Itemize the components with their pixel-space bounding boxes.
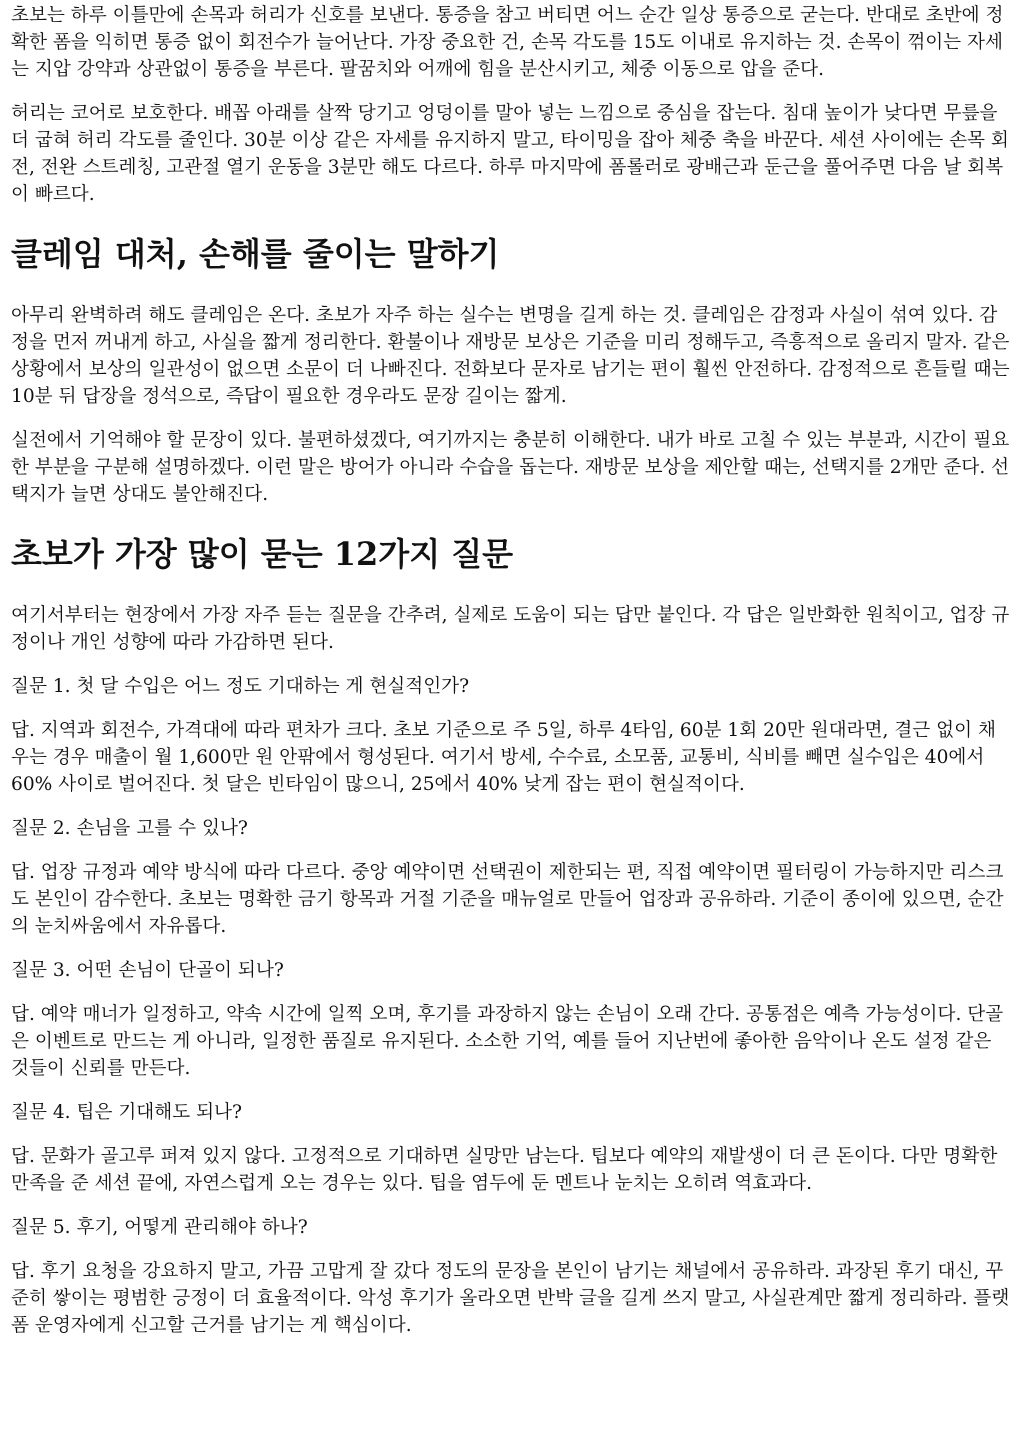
intro-paragraph-2: 허리는 코어로 보호한다. 배꼽 아래를 살짝 당기고 엉덩이를 말아 넣는 느낌으로 중심을 잡는다. 침대 높이가 낮다면 무릎을 더 굽혀 허리 각도를 줄인다. 30분 이상 같은 자세를 유지하지 말고, 타이밍을 잡아 체중 축을 바꾼다. 세션 사이에는 손목 회전, 전완 스트레칭, 고관절 열기 운동을 3분만 해도 다르다. 하루 마지막에 폼롤러로 광배근과 둔근을 풀어주면 다음 날 회복이 빠르다.	[11, 103, 1009, 205]
intro-paragraph-1: 초보는 하루 이틀만에 손목과 허리가 신호를 보낸다. 통증을 참고 버티면 어느 순간 일상 통증으로 굳는다. 반대로 초반에 정확한 폼을 익히면 통증 없이 회전수가 늘어난다. 가장 중요한 건, 손목 각도를 15도 이내로 유지하는 것. 손목이 꺾이는 자세는 지압 강약과 상관없이 통증을 부른다. 팔꿈치와 어깨에 힘을 분산시키고, 체중 이동으로 압을 준다.	[11, 5, 1004, 80]
faq-answer-4: 답. 문화가 골고루 퍼져 있지 않다. 고정적으로 기대하면 실망만 남는다. 팁보다 예약의 재발생이 더 큰 돈이다. 다만 명확한 만족을 준 세션 끝에, 자연스럽게 오는 경우는 있다. 팁을 염두에 둔 멘트나 눈치는 오히려 역효과다.	[11, 1146, 998, 1194]
faq-intro-paragraph: 여기서부터는 현장에서 가장 자주 듣는 질문을 간추려, 실제로 도움이 되는 답만 붙인다. 각 답은 일반화한 원칙이고, 업장 규정이나 개인 성향에 따라 가감하면 된다.	[11, 605, 1010, 653]
faq-answer-1: 답. 지역과 회전수, 가격대에 따라 편차가 크다. 초보 기준으로 주 5일, 하루 4타임, 60분 1회 20만 원대라면, 결근 없이 채우는 경우 매출이 월 1,600만 원 안팎에서 형성된다. 여기서 방세, 수수료, 소모품, 교통비, 식비를 빼면 실수입은 40에서 60% 사이로 벌어진다. 첫 달은 빈타임이 많으니, 25에서 40% 낮게 잡는 편이 현실적이다.	[11, 720, 996, 795]
faq-question-2: 질문 2. 손님을 고를 수 있나?	[11, 818, 248, 839]
faq-question-4: 질문 4. 팁은 기대해도 되나?	[11, 1102, 242, 1123]
faq-answer-3: 답. 예약 매너가 일정하고, 약속 시간에 일찍 오며, 후기를 과장하지 않는 손님이 오래 간다. 공통점은 예측 가능성이다. 단골은 이벤트로 만드는 게 아니라, 일정한 품질로 유지된다. 소소한 기억, 예를 들어 지난번에 좋아한 음악이나 온도 설정 같은 것들이 신뢰를 만든다.	[11, 1004, 1004, 1079]
article	[0, 2, 1024, 1339]
faq-question-5: 질문 5. 후기, 어떻게 관리해야 하나?	[11, 1217, 308, 1238]
faq-question-1: 질문 1. 첫 달 수입은 어느 정도 기대하는 게 현실적인가?	[11, 676, 470, 697]
claims-paragraph-1: 아무리 완벽하려 해도 클레임은 온다. 초보가 자주 하는 실수는 변명을 길게 하는 것. 클레임은 감정과 사실이 섞여 있다. 감정을 먼저 꺼내게 하고, 사실을 짧게 정리한다. 환불이나 재방문 보상은 기준을 미리 정해두고, 즉흥적으로 올리지 말자. 같은 상황에서 보상의 일관성이 없으면 소문이 더 나빠진다. 전화보다 문자로 남기는 편이 훨씬 안전하다. 감정적으로 흔들릴 때는 10분 뒤 답장을 정석으로, 즉답이 필요한 경우라도 문장 길이는 짧게.	[11, 305, 1010, 407]
faq-answer-2: 답. 업장 규정과 예약 방식에 따라 다르다. 중앙 예약이면 선택권이 제한되는 편, 직접 예약이면 필터링이 가능하지만 리스크도 본인이 감수한다. 초보는 명확한 금기 항목과 거절 기준을 매뉴얼로 만들어 업장과 공유하라. 기준이 종이에 있으면, 순간의 눈치싸움에서 자유롭다.	[11, 862, 1004, 937]
claims-paragraph-2: 실전에서 기억해야 할 문장이 있다. 불편하셨겠다, 여기까지는 충분히 이해한다. 내가 바로 고칠 수 있는 부분과, 시간이 필요한 부분을 구분해 설명하겠다. 이런 말은 방어가 아니라 수습을 돕는다. 재방문 보상을 제안할 때는, 선택지를 2개만 준다. 선택지가 늘면 상대도 불안해진다.	[11, 430, 1010, 505]
section-heading-faq: 초보가 가장 많이 묻는 12가지 질문	[11, 535, 514, 573]
faq-question-3: 질문 3. 어떤 손님이 단골이 되나?	[11, 960, 284, 981]
faq-answer-5: 답. 후기 요청을 강요하지 말고, 가끔 고맙게 잘 갔다 정도의 문장을 본인이 남기는 채널에서 공유하라. 과장된 후기 대신, 꾸준히 쌓이는 평범한 긍정이 더 효율적이다. 악성 후기가 올라오면 반박 글을 길게 쓰지 말고, 사실관계만 짧게 정리하라. 플랫폼 운영자에게 신고할 근거를 남기는 게 핵심이다.	[11, 1261, 1010, 1336]
section-heading-claims: 클레임 대처, 손해를 줄이는 말하기	[11, 235, 500, 273]
